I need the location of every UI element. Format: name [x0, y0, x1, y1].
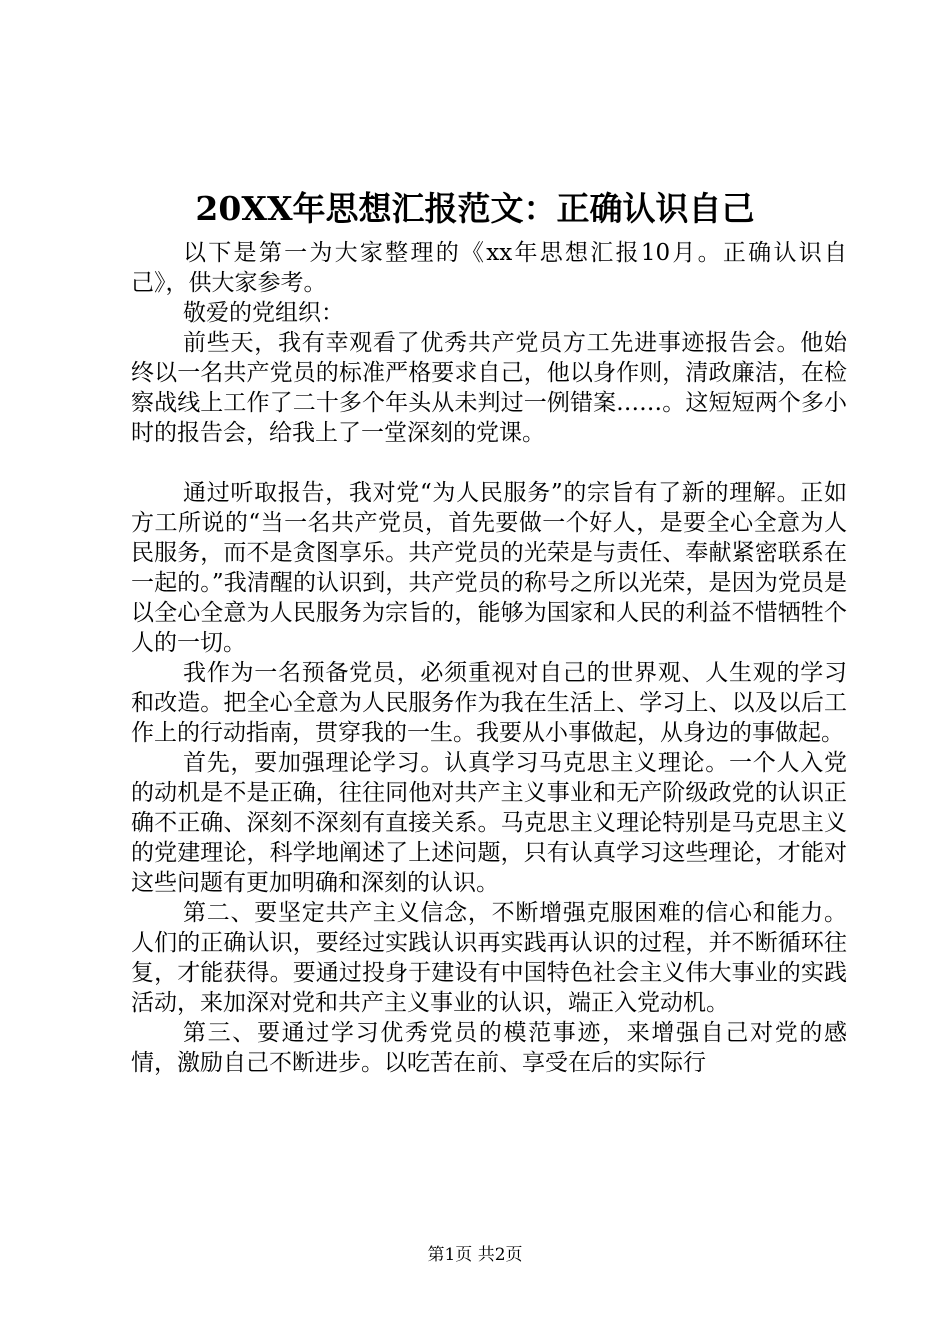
- paragraph-model-members: 第三、要通过学习优秀党员的模范事迹，来增强自己对党的感情，激励自己不断进步。以吃苦在前、享受在后的实际行: [131, 1020, 847, 1076]
- paragraph-intro: 以下是第一为大家整理的《xx年思想汇报10月。正确认识自己》，供大家参考。: [131, 240, 847, 296]
- paragraph-salutation: 敬爱的党组织：: [183, 300, 344, 326]
- paragraph-probationary-member: 我作为一名预备党员，必须重视对自己的世界观、人生观的学习和改造。把全心全意为人民服务作为我在生活上、学习上、以及以后工作上的行动指南，贯穿我的一生。我要从小事做起，从身边的事做起。: [131, 660, 847, 746]
- paragraph-gap: [131, 448, 847, 478]
- paragraph-theory-study: 首先，要加强理论学习。认真学习马克思主义理论。一个人入党的动机是不是正确，往往同他对共产主义事业和无产阶级政党的认识正确不正确、深刻不深刻有直接关系。马克思主义理论特别是马克思主义的党建理论，科学地阐述了上述问题，只有认真学习这些理论，才能对这些问题有更加明确和深刻的认识。: [131, 750, 847, 896]
- page-footer: 第1页 共2页: [427, 1245, 523, 1265]
- paragraph-report-meeting: 前些天，我有幸观看了优秀共产党员方工先进事迹报告会。他始终以一名共产党员的标准严格要求自己，他以身作则，清政廉洁，在检察战线上工作了二十多个年头从未判过一例错案……。这短短两个多小时的报告会，给我上了一堂深刻的党课。: [131, 330, 847, 446]
- document-title: 20XX年思想汇报范文：正确认识自己: [195, 189, 755, 228]
- paragraph-firm-belief: 第二、要坚定共产主义信念，不断增强克服困难的信心和能力。人们的正确认识，要经过实践认识再实践再认识的过程，并不断循环往复，才能获得。要通过投身于建设有中国特色社会主义伟大事业的实践活动，来加深对党和共产主义事业的认识，端正入党动机。: [131, 900, 847, 1016]
- document-body: [131, 238, 847, 1078]
- paragraph-serve-people: 通过听取报告，我对党“为人民服务”的宗旨有了新的理解。正如方工所说的“当一名共产党员，首先要做一个好人，是要全心全意为人民服务，而不是贪图享乐。共产党员的光荣是与责任、奉献紧密联系在一起的。”我清醒的认识到，共产党员的称号之所以光荣，是因为党员是以全心全意为人民服务为宗旨的，能够为国家和人民的利益不惜牺牲个人的一切。: [131, 480, 847, 656]
